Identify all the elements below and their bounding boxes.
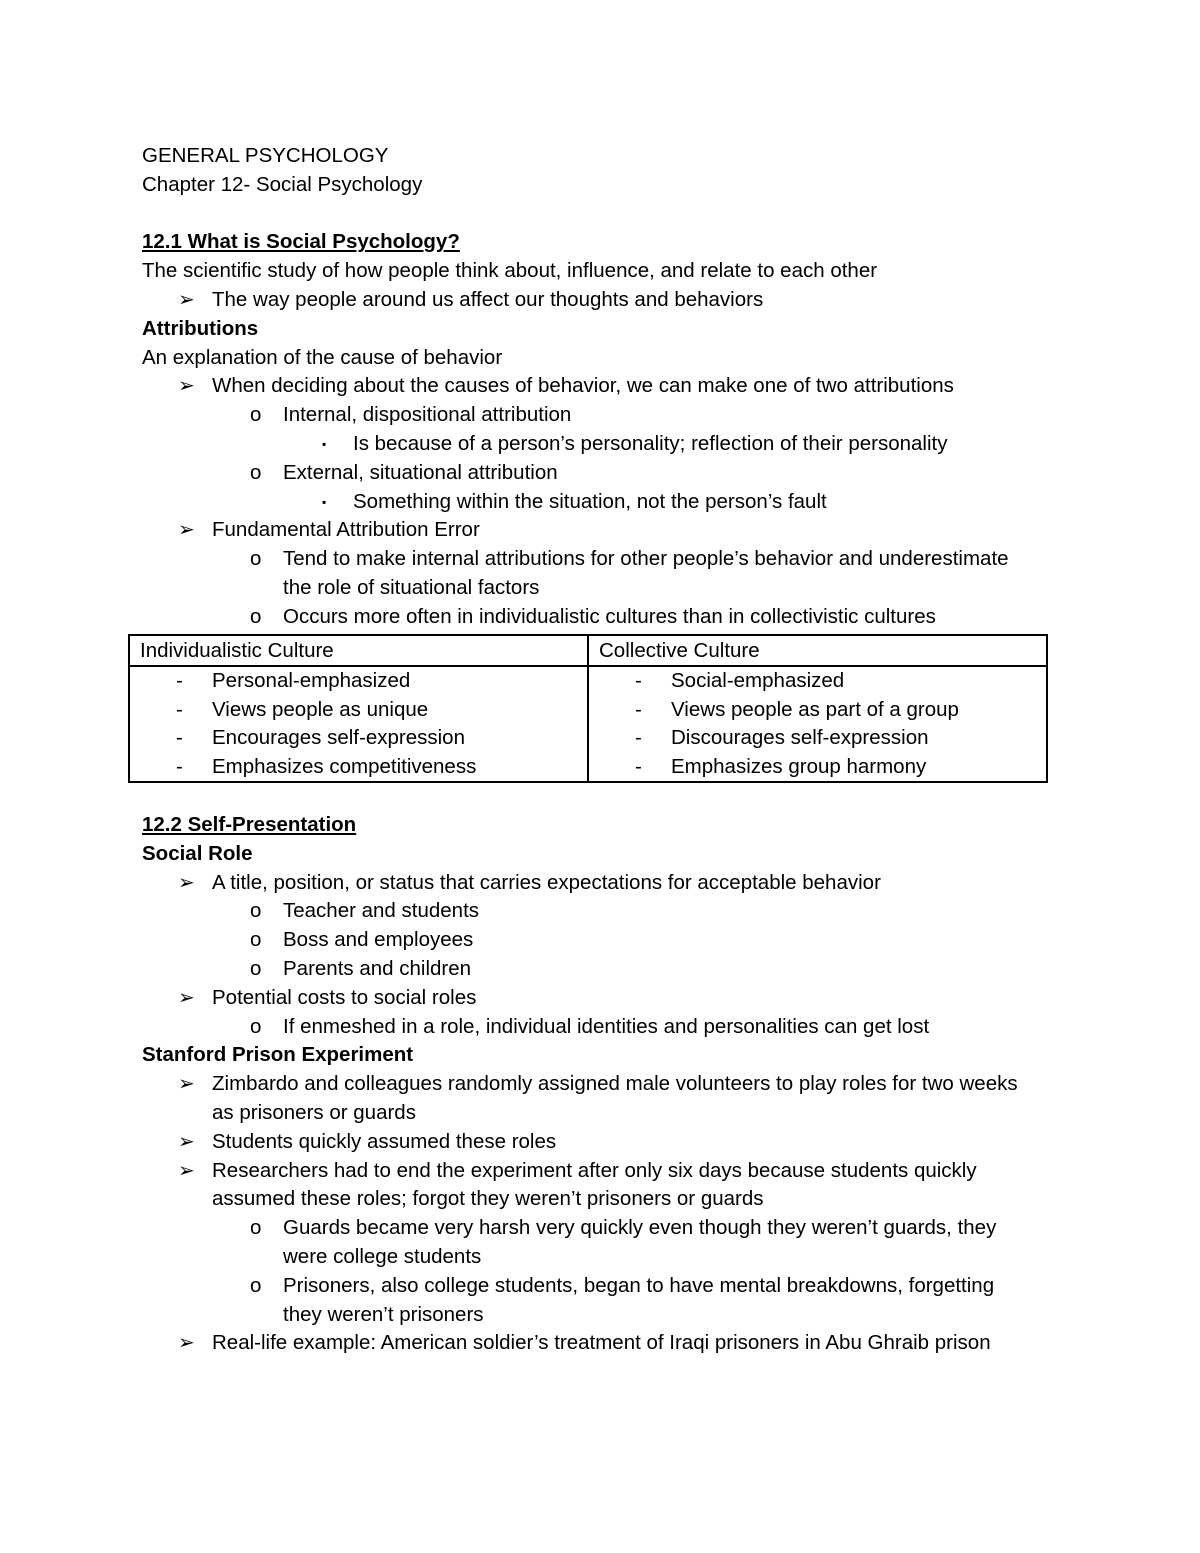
section-1 <box>142 142 1062 632</box>
circle-bullet-icon: o <box>250 899 262 923</box>
list-item: ▪ Something within the situation, not the person’s fault <box>142 488 1062 517</box>
list-item: o Occurs more often in individualistic cultures than in collectivistic cultures <box>142 603 1062 632</box>
arrow-bullet-icon: ➢ <box>178 519 195 542</box>
table-list-item: - Views people as unique <box>140 696 577 725</box>
section-heading-12-1: 12.1 What is Social Psychology? <box>142 230 460 254</box>
attributions-heading: Attributions <box>142 316 259 340</box>
table-header-row <box>129 635 1047 666</box>
circle-bullet-icon: o <box>250 547 262 571</box>
table-cell-individualistic <box>129 666 588 782</box>
list-item: o Teacher and students <box>142 897 1072 926</box>
table-list-item: - Discourages self-expression <box>599 724 1036 753</box>
arrow-bullet-icon: ➢ <box>178 1332 195 1355</box>
list-item-continuation: assumed these roles; forgot they weren’t prisoners or guards <box>212 1187 764 1211</box>
table-list-item: - Social-emphasized <box>599 667 1036 696</box>
attributions-definition: An explanation of the cause of behavior <box>142 345 503 369</box>
list-item: o Guards became very harsh very quickly even though they weren’t guards, they <box>142 1214 1072 1243</box>
circle-bullet-icon: o <box>250 1273 262 1297</box>
circle-bullet-icon: o <box>250 604 262 628</box>
list-item: o Tend to make internal attributions for other people’s behavior and underestimate <box>142 545 1062 574</box>
table-row <box>129 666 1047 782</box>
circle-bullet-icon: o <box>250 1216 262 1240</box>
list-item: o Prisoners, also college students, began to have mental breakdowns, forgetting <box>142 1272 1072 1301</box>
list-item: o Boss and employees <box>142 926 1072 955</box>
dash-bullet-icon: - <box>176 697 183 721</box>
social-role-heading: Social Role <box>142 841 253 865</box>
list-item: ➢ Fundamental Attribution Error <box>142 516 1062 545</box>
square-bullet-icon: ▪ <box>322 494 327 509</box>
circle-bullet-icon: o <box>250 403 262 427</box>
list-item: o Internal, dispositional attribution <box>142 401 1062 430</box>
table-list-item: - Encourages self-expression <box>140 724 577 753</box>
list-item: o External, situational attribution <box>142 459 1062 488</box>
list-item: o Parents and children <box>142 955 1072 984</box>
arrow-bullet-icon: ➢ <box>178 1159 195 1182</box>
dash-bullet-icon: - <box>176 726 183 750</box>
list-item-continuation: they weren’t prisoners <box>283 1302 484 1326</box>
chapter-title: Chapter 12- Social Psychology <box>142 172 423 196</box>
list-item-continuation: as prisoners or guards <box>212 1100 416 1124</box>
list-item-continuation: the role of situational factors <box>283 575 540 599</box>
list-item: ➢ The way people around us affect our thoughts and behaviors <box>142 286 1062 315</box>
dash-bullet-icon: - <box>635 754 642 778</box>
section-heading-12-2: 12.2 Self-Presentation <box>142 813 357 836</box>
arrow-bullet-icon: ➢ <box>178 871 195 894</box>
list-item: ➢ Zimbardo and colleagues randomly assigned male volunteers to play roles for two weeks <box>142 1070 1072 1099</box>
circle-bullet-icon: o <box>250 1014 262 1038</box>
section-2 <box>142 811 1072 1358</box>
table-list-item: - Views people as part of a group <box>599 696 1036 725</box>
list-item: ➢ Potential costs to social roles <box>142 984 1072 1013</box>
table-cell-collective <box>588 666 1047 782</box>
square-bullet-icon: ▪ <box>322 436 327 451</box>
list-item-continuation: were college students <box>283 1244 482 1268</box>
dash-bullet-icon: - <box>176 754 183 778</box>
circle-bullet-icon: o <box>250 928 262 952</box>
list-item: ➢ Researchers had to end the experiment after only six days because students quickly <box>142 1157 1072 1186</box>
definition-text: The scientific study of how people think about, influence, and relate to each other <box>142 259 878 283</box>
list-item: ➢ A title, position, or status that carries expectations for acceptable behavior <box>142 869 1072 898</box>
table-list-item: - Emphasizes group harmony <box>599 753 1036 782</box>
dash-bullet-icon: - <box>635 697 642 721</box>
list-item: ➢ Students quickly assumed these roles <box>142 1128 1072 1157</box>
table-header-collective: Collective Culture <box>588 635 1047 666</box>
arrow-bullet-icon: ➢ <box>178 375 195 398</box>
table-list-item: - Emphasizes competitiveness <box>140 753 577 782</box>
arrow-bullet-icon: ➢ <box>178 986 195 1009</box>
dash-bullet-icon: - <box>176 669 183 692</box>
arrow-bullet-icon: ➢ <box>178 1073 195 1096</box>
stanford-heading: Stanford Prison Experiment <box>142 1043 414 1067</box>
list-item: o If enmeshed in a role, individual identities and personalities can get lost <box>142 1013 1072 1042</box>
dash-bullet-icon: - <box>635 669 642 692</box>
table-list-item: - Personal-emphasized <box>140 667 577 696</box>
list-item: ➢ When deciding about the causes of behavior, we can make one of two attributions <box>142 372 1062 401</box>
culture-comparison-table <box>128 634 1048 783</box>
arrow-bullet-icon: ➢ <box>178 1130 195 1153</box>
course-title: GENERAL PSYCHOLOGY <box>142 144 389 167</box>
table-header-individualistic: Individualistic Culture <box>129 635 588 666</box>
arrow-bullet-icon: ➢ <box>178 288 195 311</box>
list-item: ➢ Real-life example: American soldier’s treatment of Iraqi prisoners in Abu Ghraib prison <box>142 1329 1072 1358</box>
list-item: ▪ Is because of a person’s personality; reflection of their personality <box>142 430 1062 459</box>
dash-bullet-icon: - <box>635 726 642 750</box>
circle-bullet-icon: o <box>250 460 262 484</box>
circle-bullet-icon: o <box>250 956 262 980</box>
